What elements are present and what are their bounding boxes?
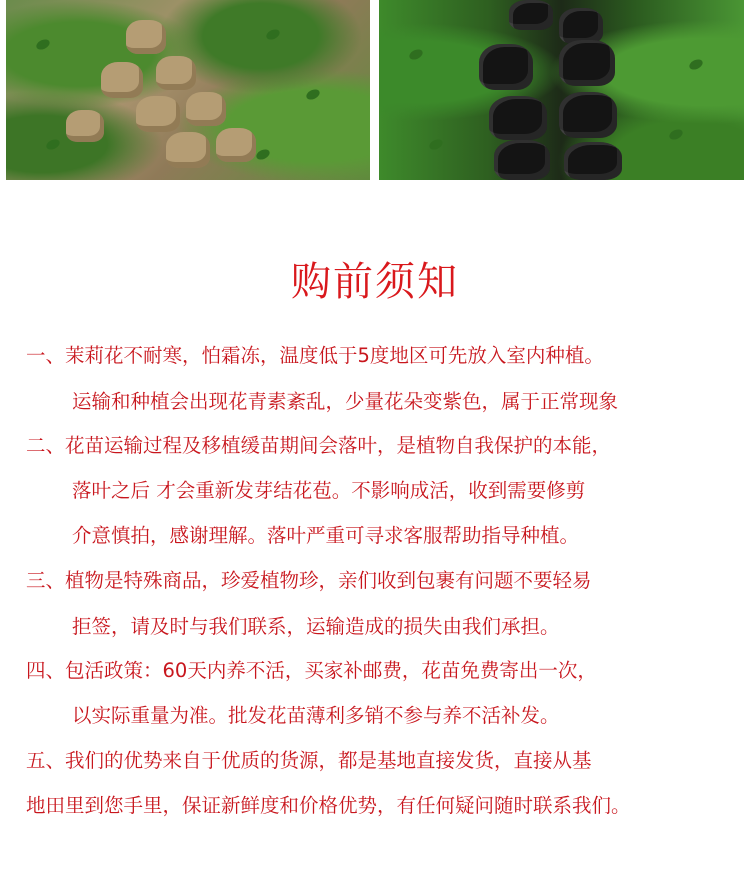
notice-line: 运输和种植会出现花青素紊乱，少量花朵变紫色，属于正常现象 <box>72 390 619 413</box>
notice-line: 落叶之后 才会重新发芽结花苞。不影响成活，收到需要修剪 <box>72 479 586 502</box>
notice-line: 三、植物是特殊商品，珍爱植物珍，亲们收到包裹有问题不要轻易 <box>26 569 592 592</box>
page-title: 购前须知 <box>291 259 459 305</box>
notice-line: 一、茉莉花不耐寒，怕霜冻，温度低于5度地区可先放入室内种植。 <box>26 344 604 367</box>
notice-line: 地田里到您手里，保证新鲜度和价格优势，有任何疑问随时联系我们。 <box>26 794 631 817</box>
notice-line: 五、我们的优势来自于优质的货源，都是基地直接发货，直接从基 <box>26 749 592 772</box>
notice-line: 二、花苗运输过程及移植缓苗期间会落叶，是植物自我保护的本能， <box>26 434 612 457</box>
notice-line: 拒签，请及时与我们联系，运输造成的损失由我们承担。 <box>72 615 560 638</box>
notice-line: 以实际重量为准。批发花苗薄利多销不参与养不活补发。 <box>72 704 560 727</box>
notice-line: 四、包活政策：60天内养不活，买家补邮费，花苗免费寄出一次， <box>26 659 597 682</box>
notice-line: 介意慎拍，感谢理解。落叶严重可寻求客服帮助指导种植。 <box>72 524 580 547</box>
